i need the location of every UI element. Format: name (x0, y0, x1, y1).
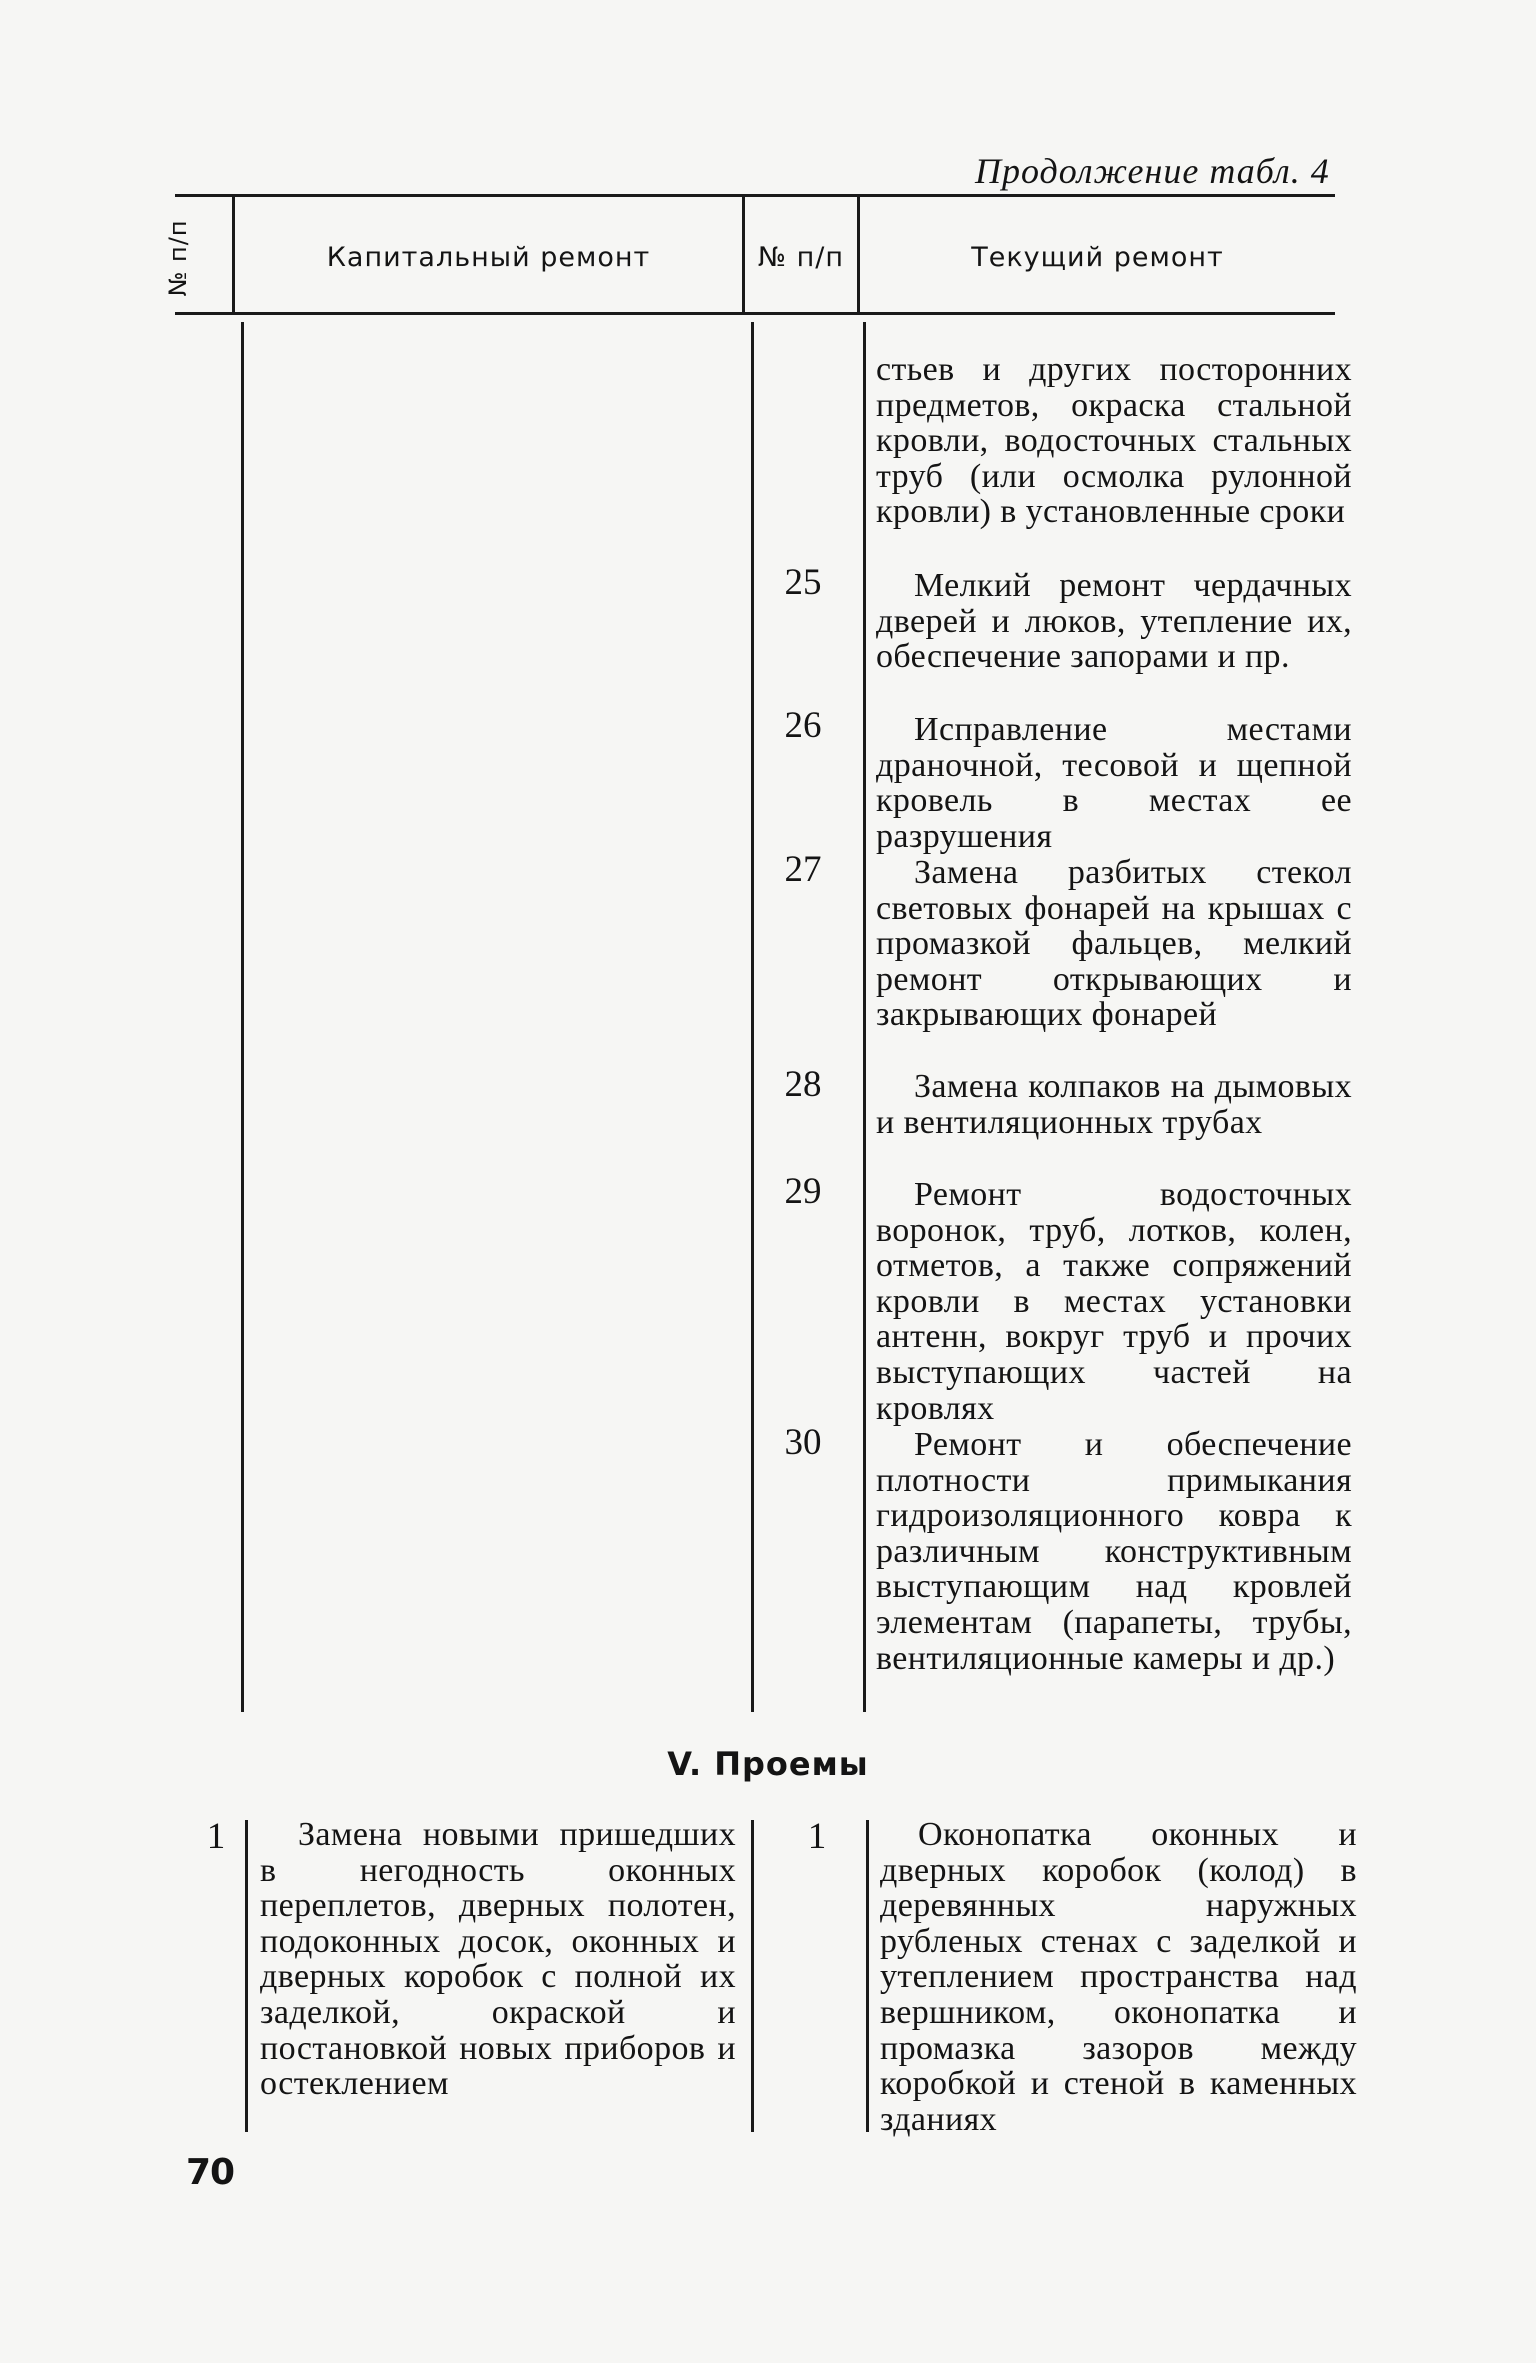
table-caption: Продолжение табл. 4 (975, 151, 1330, 191)
header-bottom-rule (175, 312, 1335, 315)
section-divider-2 (751, 1820, 754, 2132)
item-number: 25 (784, 562, 822, 603)
header-col-num2: № п/п (757, 242, 845, 273)
section-capital-number: 1 (206, 1816, 226, 1857)
item-text: Мелкий ремонт чердачных дверей и люков, утепление их, обеспечение запорами и пр. (876, 567, 1352, 676)
item-number: 30 (784, 1422, 822, 1463)
continuation-text: стьев и других посторонних предметов, окраска стальной кровли, водосточных стальных труб (или осмолка рулонной кровли) в установленные сроки (876, 351, 1352, 531)
section-divider-3 (866, 1820, 869, 2132)
item-number: 28 (784, 1064, 822, 1105)
section-capital-text: Замена новыми пришедших в негодность оконных переплетов, дверных полотен, подоконных досок, оконных и дверных коробок с полной их заделкой, окраской и постановкой новых приборов и остеклением (260, 1816, 736, 2103)
section-divider-1 (245, 1820, 248, 2132)
item-text: Замена колпаков на дымовых и вентиляционных трубах (876, 1068, 1352, 1141)
item-text: Ремонт водосточных воронок, труб, лотков, колен, отметов, а также сопряжений кровли в местах установки антенн, вокруг труб и прочих выступающих частей на кровлях (876, 1176, 1352, 1427)
body-divider-1 (241, 322, 244, 1712)
item-text: Ремонт и обеспечение плотности примыкания гидроизоляционного ковра к различным конструктивным выступающим над кровлей элементам (парапеты, трубы, вентиляционные камеры и др.) (876, 1426, 1352, 1677)
page-number: 70 (186, 2152, 235, 2193)
item-number: 26 (784, 705, 822, 746)
item-number: 29 (784, 1171, 822, 1212)
header-col-num: № п/п (164, 219, 192, 297)
section-title: V. Проемы (667, 1745, 869, 1783)
body-divider-3 (863, 322, 866, 1712)
header-top-rule (175, 194, 1335, 197)
section-current-number: 1 (807, 1816, 827, 1857)
section-current-text: Оконопатка оконных и дверных коробок (колод) в деревянных наружных рубленых стенах с заделкой и утеплением пространства над вершником, оконопатка и промазка зазоров между коробкой и стеной в каменных зданиях (880, 1816, 1357, 2138)
item-text: Исправление местами драночной, тесовой и щепной кровель в местах ее разрушения (876, 711, 1352, 855)
header-col-capital: Капитальный ремонт (326, 242, 651, 273)
header-col-current: Текущий ремонт (971, 242, 1224, 273)
body-divider-2 (751, 322, 754, 1712)
item-text: Замена разбитых стекол световых фонарей на крышах с промазкой фальцев, мелкий ремонт открывающих и закрывающих фонарей (876, 854, 1352, 1034)
item-number: 27 (784, 849, 822, 890)
